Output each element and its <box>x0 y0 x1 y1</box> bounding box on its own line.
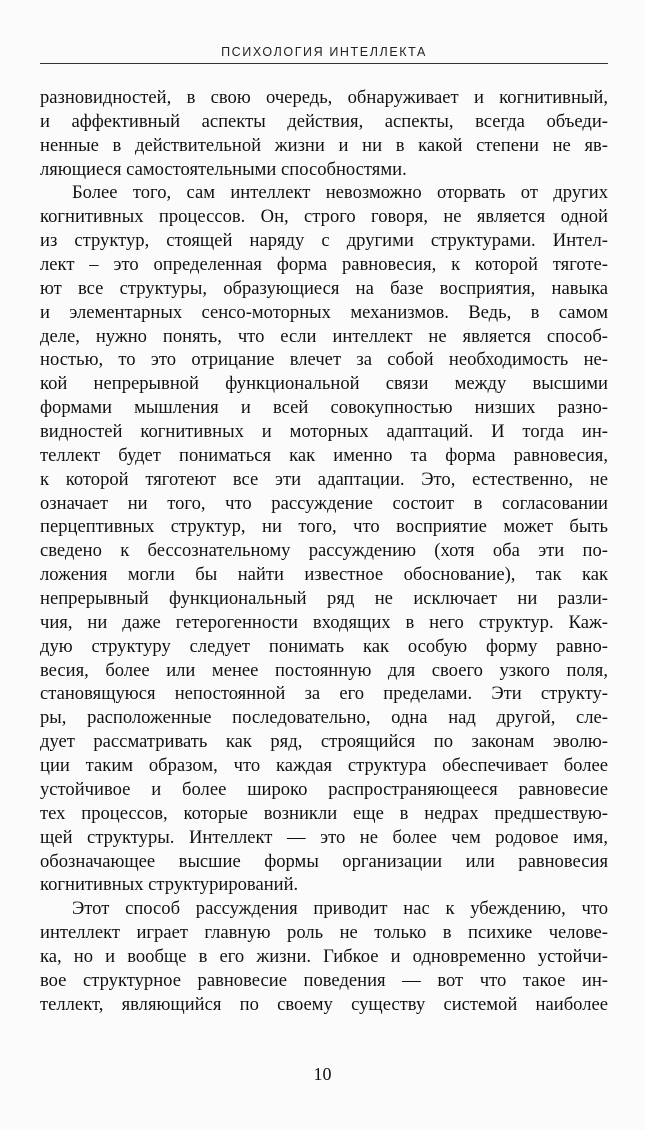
text-line: Более того, сам интеллект невозможно оторвать от других <box>72 182 608 204</box>
running-head: ПСИХОЛОГИЯ ИНТЕЛЛЕКТА <box>221 45 427 59</box>
text-line: дует рассматривать как ряд, строящийся по законам эволю- <box>40 731 608 753</box>
text-line: из структур, стоящей наряду с другими структурами. Интел- <box>40 230 608 252</box>
header-rule <box>40 63 608 64</box>
text-line: деле, нужно понять, что если интеллект не является способ- <box>40 325 608 347</box>
page-number: 10 <box>313 1064 332 1084</box>
text-line: становящуюся непостоянной за его пределами. Эти структу- <box>40 683 608 705</box>
text-line: и элементарных сенсо-моторных механизмов. Ведь, в самом <box>40 301 608 323</box>
text-line: ры, расположенные последовательно, одна над другой, сле- <box>40 707 608 729</box>
text-line: формами мышления и всей совокупностью низших разно- <box>40 397 608 419</box>
text-line: означает ни того, что рассуждение состоит в согласовании <box>40 492 608 514</box>
text-line: ка, но и вообще в его жизни. Гибкое и одновременно устойчи- <box>40 945 608 967</box>
body-text <box>40 86 608 1017</box>
text-line: ненные в действительной жизни и ни в какой степени не яв- <box>40 134 608 156</box>
text-line: видностей когнитивных и моторных адаптаций. И тогда ин- <box>40 421 608 443</box>
text-line: ют все структуры, образующиеся на базе восприятия, навыка <box>40 277 608 299</box>
text-line: щей структуры. Интеллект — это не более чем родовое имя, <box>40 826 608 848</box>
text-line: непрерывный функциональный ряд не исключает ни разли- <box>40 588 608 610</box>
text-line: Этот способ рассуждения приводит нас к убеждению, что <box>72 898 608 920</box>
text-line: дую структуру следует понимать как особую форму равно- <box>40 635 608 657</box>
text-line: и аффективный аспекты действия, аспекты, всегда объеди- <box>40 110 608 132</box>
text-line: разновидностей, в свою очередь, обнаруживает и когнитивный, <box>40 87 608 108</box>
text-line: вое структурное равновесие поведения — вот что такое ин- <box>40 969 608 991</box>
text-line: интеллект играет главную роль не только в психике челове- <box>40 922 608 944</box>
text-line: устойчивое и более широко распространяющееся равновесие <box>40 778 608 800</box>
text-line: обозначающее высшие формы организации или равновесия <box>40 850 608 872</box>
text-line: ции таким образом, что каждая структура обеспечивает более <box>40 755 608 777</box>
text-line: ложения могли бы найти известное обоснование), так как <box>40 564 608 586</box>
text-line: кой непрерывной функциональной связи между высшими <box>40 373 608 395</box>
text-line: когнитивных структурирований. <box>40 874 299 896</box>
text-line: тех процессов, которые возникли еще в недрах предшествую- <box>40 802 608 824</box>
text-line: теллект будет пониматься как именно та форма равновесия, <box>40 444 608 466</box>
text-line: сведено к бессознательному рассуждению (хотя оба эти по- <box>40 540 608 562</box>
text-line: лект – это определенная форма равновесия, к которой тяготе- <box>40 254 608 276</box>
text-line: ностью, то это отрицание влечет за собой необходимость не- <box>40 349 608 371</box>
text-line: когнитивных процессов. Он, строго говоря, не является одной <box>40 206 608 228</box>
text-line: ляющиеся самостоятельными способностями. <box>40 158 407 180</box>
text-line: к которой тяготеют все эти адаптации. Это, естественно, не <box>40 468 608 490</box>
text-line: теллект, являющийся по своему существу системой наиболее <box>40 993 608 1015</box>
text-line: весия, более или менее постоянную для своего узкого поля, <box>40 659 608 681</box>
text-line: чия, ни даже гетерогенности входящих в него структур. Каж- <box>40 611 608 633</box>
text-line: перцептивных структур, ни того, что восприятие может быть <box>40 516 608 538</box>
